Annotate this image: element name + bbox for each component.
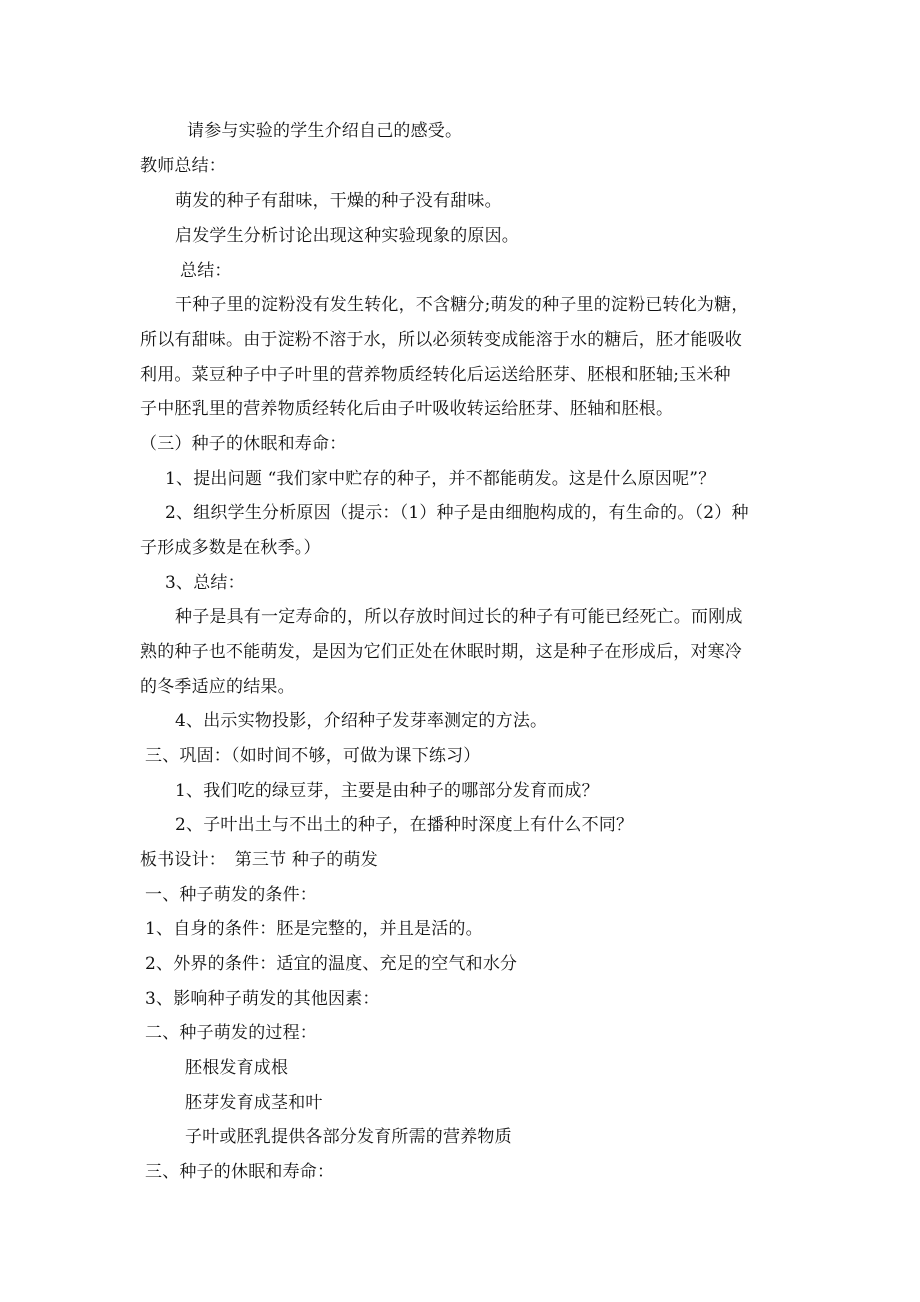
text-line: 胚根发育成根 xyxy=(185,1058,289,1078)
text-line: 启发学生分析讨论出现这种实验现象的原因。 xyxy=(175,226,519,246)
text-line: 熟的种子也不能萌发，是因为它们正处在休眠时期，这是种子在形成后，对寒冷 xyxy=(140,642,742,662)
section-heading: 三、巩固：（如时间不够，可做为课下练习） xyxy=(145,746,481,766)
text-line: 子中胚乳里的营养物质经转化后由子叶吸收转运给胚芽、胚轴和胚根。 xyxy=(140,399,674,419)
text-line: 2、子叶出土与不出土的种子，在播种时深度上有什么不同？ xyxy=(175,815,634,835)
text-line: 总结： xyxy=(180,261,232,281)
text-line: 请参与实验的学生介绍自己的感受。 xyxy=(187,121,463,141)
text-line: 的冬季适应的结果。 xyxy=(140,677,295,697)
text-line: 1、我们吃的绿豆芽，主要是由种子的哪部分发育而成？ xyxy=(175,781,599,801)
text-line: 所以有甜味。由于淀粉不溶于水，所以必须转变成能溶于水的糖后，胚才能吸收 xyxy=(140,330,742,350)
text-line: 利用。菜豆种子中子叶里的营养物质经转化后运送给胚芽、胚根和胚轴;玉米种 xyxy=(140,365,731,385)
text-line: 3、总结： xyxy=(165,573,245,593)
text-line: 2、外界的条件：适宜的温度、充足的空气和水分 xyxy=(145,954,518,974)
section-heading: 一、种子萌发的条件： xyxy=(145,885,317,905)
section-heading: 三、种子的休眠和寿命： xyxy=(145,1162,335,1182)
text-line: 萌发的种子有甜味，干燥的种子没有甜味。 xyxy=(175,191,502,211)
text-line: 1、提出问题 “我们家中贮存的种子，并不都能萌发。这是什么原因呢”？ xyxy=(165,469,716,489)
text-line: 2、组织学生分析原因（提示：（1）种子是由细胞构成的，有生命的。（2）种 xyxy=(165,503,749,523)
text-line: 3、影响种子萌发的其他因素： xyxy=(145,989,380,1009)
board-design-title: 板书设计： 第三节 种子的萌发 xyxy=(140,850,378,870)
text-line: 干种子里的淀粉没有发生转化，不含糖分;萌发的种子里的淀粉已转化为糖， xyxy=(175,295,749,315)
text-line: 胚芽发育成茎和叶 xyxy=(185,1093,323,1113)
text-line: 4、出示实物投影，介绍种子发芽率测定的方法。 xyxy=(175,711,548,731)
text-line: 子形成多数是在秋季。） xyxy=(140,538,321,558)
text-line: 1、自身的条件：胚是完整的，并且是活的。 xyxy=(145,919,483,939)
text-line: 教师总结： xyxy=(140,156,226,176)
section-heading: 二、种子萌发的过程： xyxy=(145,1023,317,1043)
text-line: 种子是具有一定寿命的，所以存放时间过长的种子有可能已经死亡。而刚成 xyxy=(175,607,743,627)
text-line: 子叶或胚乳提供各部分发育所需的营养物质 xyxy=(185,1127,512,1147)
section-heading: （三）种子的休眠和寿命： xyxy=(140,434,347,454)
